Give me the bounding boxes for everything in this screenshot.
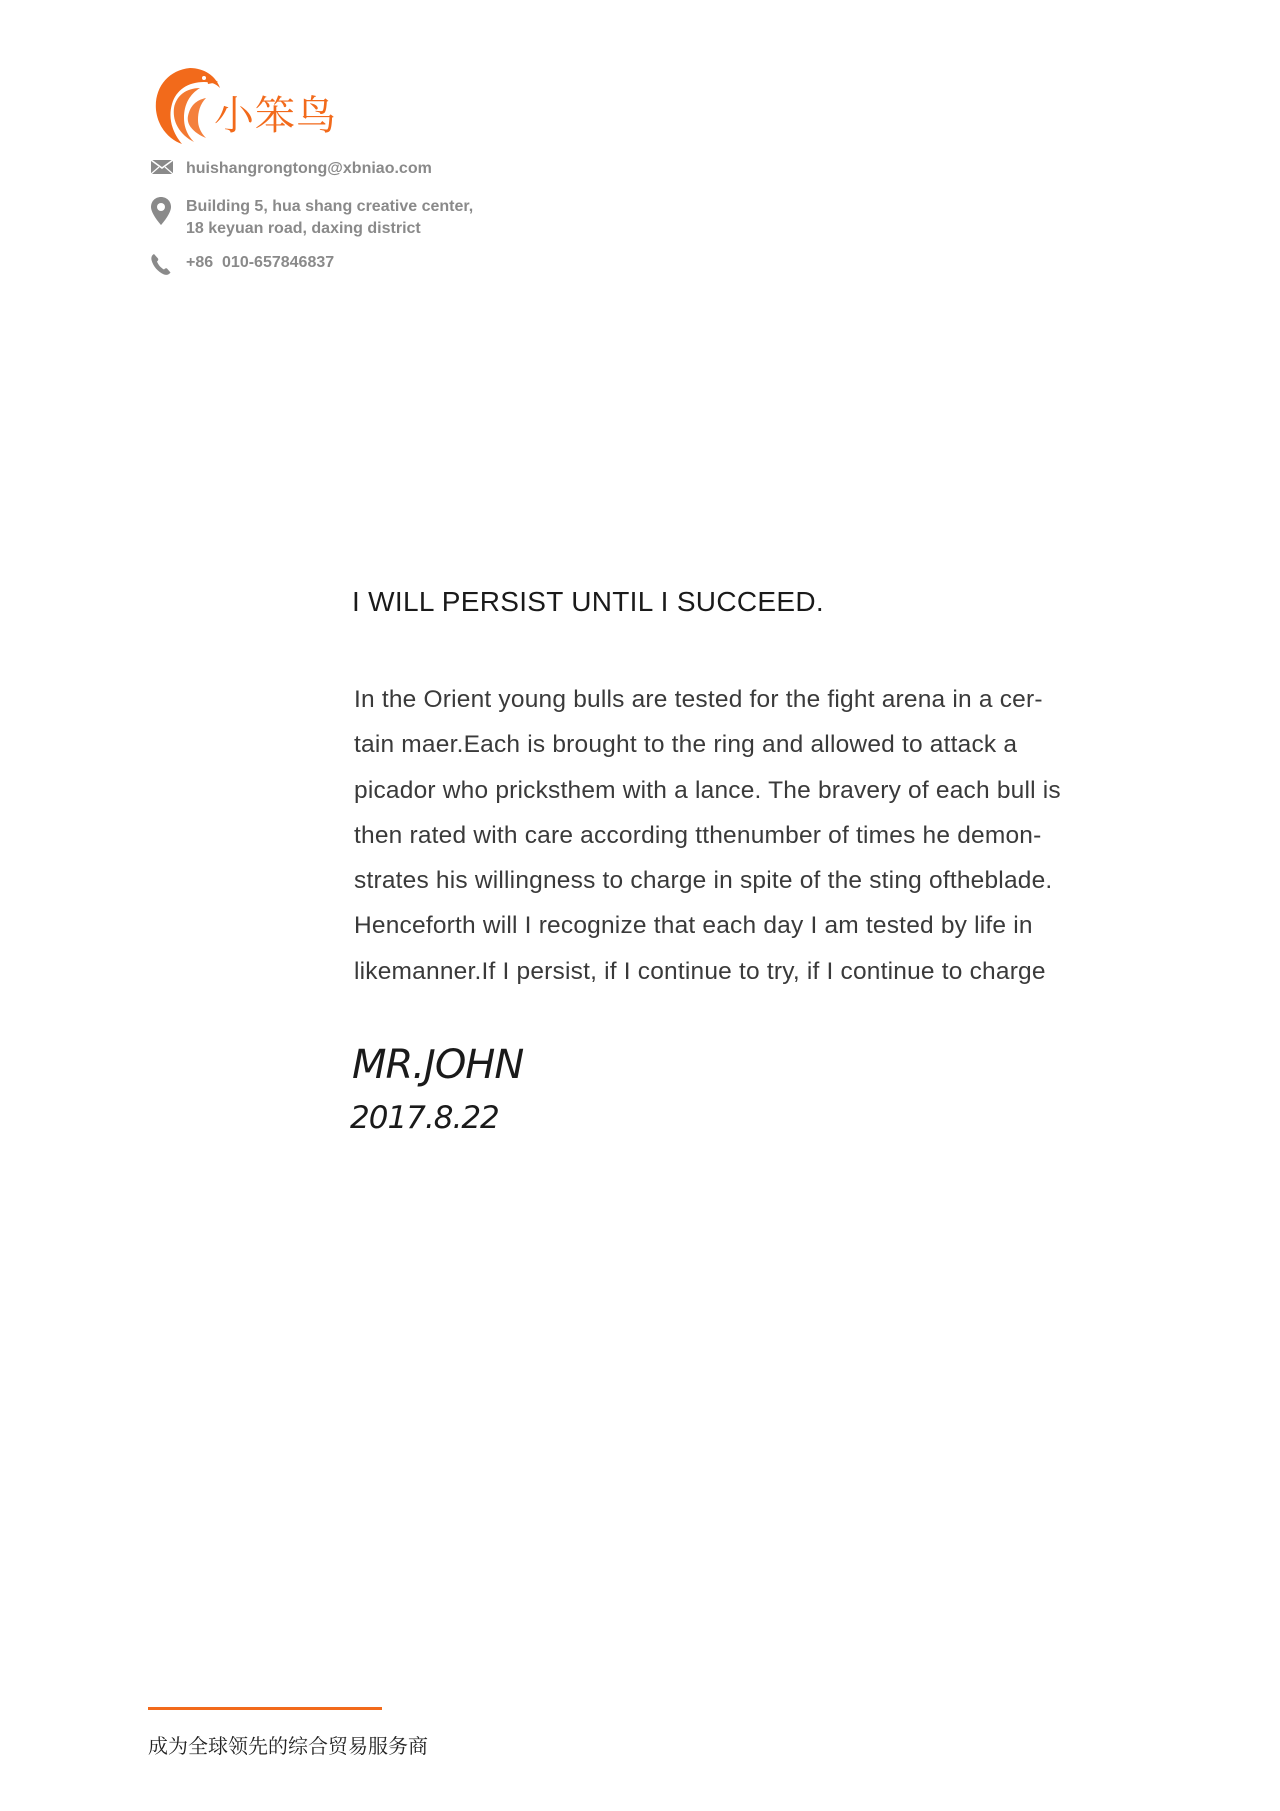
mail-icon [150, 158, 186, 176]
address-line-1: Building 5, hua shang creative center, [186, 198, 474, 215]
contact-address-row [150, 196, 473, 240]
contact-phone: +86 010-657846837 [186, 254, 335, 271]
contact-email: huishangrongtong@xbniao.com [186, 160, 432, 177]
location-pin-icon [150, 196, 186, 226]
body-line: likemanner.If I persist, if I continue to try, if I continue to charge [354, 957, 1046, 985]
body-line: In the Orient young bulls are tested for the fight arena in a cer- [354, 686, 1043, 713]
body-line: strates his willingness to charge in spite of the sting oftheblade. [354, 867, 1053, 895]
footer-divider [148, 1707, 382, 1710]
contact-phone-row [150, 252, 334, 276]
brand-name: 小笨鸟 [214, 93, 337, 139]
phone-icon [150, 252, 186, 276]
bird-logo-icon [150, 62, 222, 146]
body-line: picador who pricksthem with a lance. The bravery of each bull is [354, 776, 1061, 804]
letter-body [354, 677, 1154, 994]
body-line: tain maer.Each is brought to the ring and allowed to attack a [354, 731, 1018, 759]
letter-title: I WILL PERSIST UNTIL I SUCCEED. [352, 586, 824, 617]
body-line: Henceforth will I recognize that each day I am tested by life in [354, 912, 1033, 940]
body-line: then rated with care according tthenumber of times he demon- [354, 821, 1042, 849]
address-line-2: 18 keyuan road, daxing district [186, 220, 421, 237]
contact-address [186, 196, 473, 240]
contact-email-row [150, 158, 432, 180]
footer-slogan: 成为全球领先的综合贸易服务商 [148, 1734, 428, 1758]
company-logo [150, 62, 350, 146]
signature-name: MR.JOHN [352, 1042, 524, 1088]
signature-date: 2017.8.22 [350, 1100, 499, 1136]
